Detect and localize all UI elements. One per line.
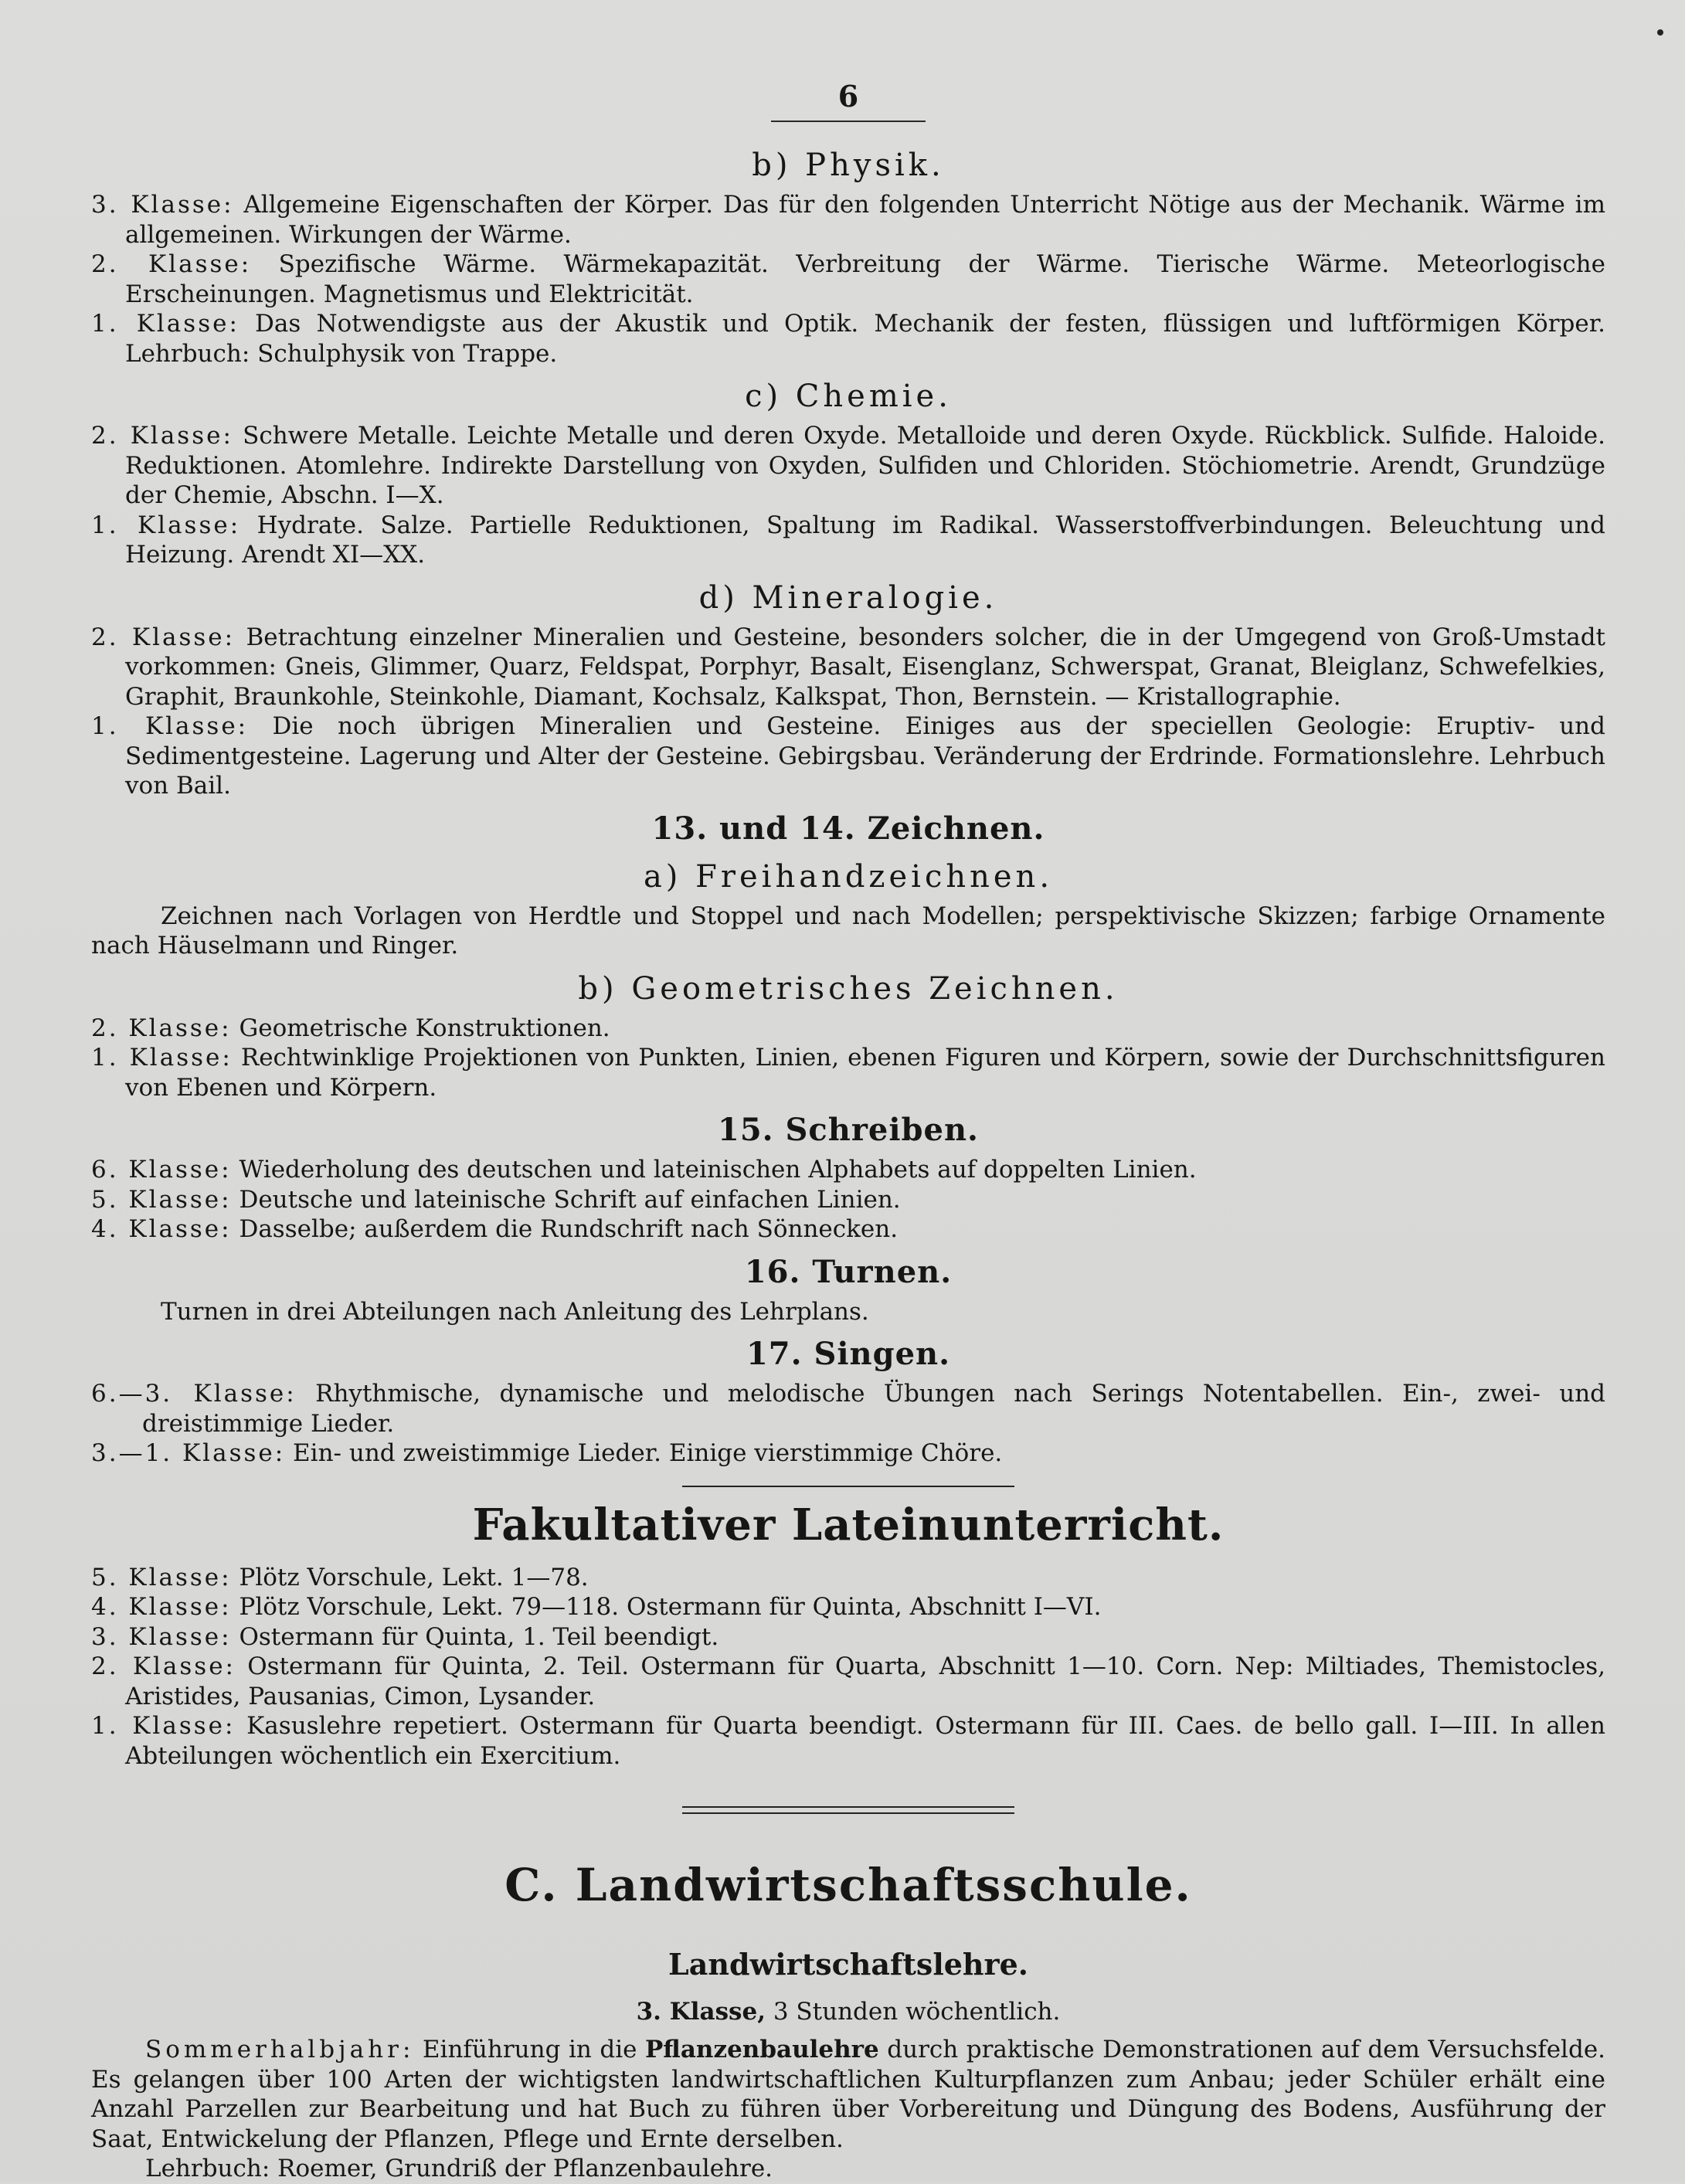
schreiben-heading: 15. Schreiben. — [718, 1112, 979, 1148]
item-text: Kasuslehre repetiert. Ostermann für Quarta beendigt. Ostermann für III. Caes. de bello gall. I—III. In allen Abteilungen wöchentlich ein Exercitium. — [125, 1712, 1605, 1770]
mineralogie-item — [91, 712, 1605, 801]
klasse-label: 1. Klasse: — [91, 310, 240, 338]
item-text: Rhythmische, dynamische und melodische Übungen nach Serings Notentabellen. Ein-, zwei- und dreistimmige Lieder. — [142, 1380, 1605, 1438]
schreiben-item — [91, 1185, 1605, 1215]
klasse-label: 2. Klasse: — [91, 1014, 232, 1042]
item-text: Ein- und zweistimmige Lieder. Einige vierstimmige Chöre. — [293, 1439, 1003, 1467]
item-text: Wiederholung des deutschen und lateinischen Alphabets auf doppelten Linien. — [239, 1156, 1197, 1184]
landwirtschaft-sub-title: Landwirtschaftslehre. — [668, 1947, 1028, 1982]
double-divider — [682, 1806, 1014, 1814]
geometrisch-item — [91, 1043, 1605, 1102]
mineralogie-heading: d) Mineralogie. — [698, 579, 998, 616]
latein-item — [91, 1563, 1605, 1593]
physik-list — [91, 190, 1605, 369]
section-divider — [682, 1486, 1014, 1487]
chemie-list — [91, 421, 1605, 570]
chemie-item — [91, 421, 1605, 511]
sommer-bold-term: Pflanzenbaulehre — [645, 2036, 879, 2063]
item-text: Deutsche und lateinische Schrift auf einfachen Linien. — [239, 1185, 901, 1214]
sommer-text-1: Einführung in die — [422, 2036, 637, 2063]
schreiben-item — [91, 1214, 1605, 1245]
item-text: Das Notwendigste aus der Akustik und Optik. Mechanik der festen, flüssigen und luftförmigen Körper. Lehrbuch: Schulphysik von Trappe. — [125, 310, 1605, 368]
geometrisch-item — [91, 1014, 1605, 1044]
mineralogie-item — [91, 623, 1605, 712]
page-content — [91, 77, 1605, 2184]
mineralogie-list — [91, 623, 1605, 801]
klasse-label: 3. Klasse, — [636, 1998, 766, 2026]
item-text: Spezifische Wärme. Wärmekapazität. Verbreitung der Wärme. Tierische Wärme. Meteorlogische Erscheinungen. Magnetismus und Elektricität. — [125, 250, 1605, 308]
klasse-label: 3.—1. Klasse: — [91, 1439, 286, 1467]
geometrisch-list — [91, 1014, 1605, 1103]
physik-item — [91, 190, 1605, 250]
item-text: Hydrate. Salze. Partielle Reduktionen, Spaltung im Radikal. Wasserstoffverbindungen. Beleuchtung und Heizung. Arendt XI—XX. — [125, 511, 1605, 569]
freihand-text: Zeichnen nach Vorlagen von Herdtle und Stoppel und nach Modellen; perspektivische Skizzen; farbige Ornamente nach Häuselmann und Ringer. — [91, 902, 1605, 960]
stunden-text: 3 Stunden wöchentlich. — [773, 1998, 1061, 2026]
physik-item — [91, 250, 1605, 309]
latein-item — [91, 1652, 1605, 1711]
singen-list — [91, 1379, 1605, 1469]
item-text: Rechtwinklige Projektionen von Punkten, Linien, ebenen Figuren und Körpern, sowie der Durchschnittsfiguren von Ebenen und Körpern. — [125, 1044, 1605, 1102]
item-text: Ostermann für Quinta, 2. Teil. Ostermann für Quarta, Abschnitt 1—10. Corn. Nep: Miltiades, Themistocles, Aristides, Pausanias, Cimon, Lysander. — [125, 1652, 1605, 1710]
latein-heading: Fakultativer Lateinunterricht. — [472, 1499, 1225, 1551]
turnen-text: Turnen in drei Abteilungen nach Anleitung des Lehrplans. — [161, 1297, 869, 1326]
item-text: Plötz Vorschule, Lekt. 1—78. — [239, 1563, 589, 1591]
klasse-label: 4. Klasse: — [91, 1593, 232, 1621]
latein-item — [91, 1622, 1605, 1652]
item-text: Geometrische Konstruktionen. — [239, 1014, 610, 1042]
item-text: Ostermann für Quinta, 1. Teil beendigt. — [239, 1622, 719, 1651]
physik-item — [91, 309, 1605, 369]
sommer-text-2: durch praktische Demonstrationen auf dem Versuchsfelde. Es gelangen über 100 Arten der wichtigsten landwirtschaftlichen Kulturpflanzen zum Anbau; jeder Schüler erhält eine Anzahl Parzellen zur Bearbeitung und hat Buch zu führen über Vorbereitung und Düngung des Bodens, Ausführung der Saat, Entwickelung der Pflanzen, Pflege und Ernte derselben. — [91, 2036, 1606, 2153]
klasse-label: 5. Klasse: — [91, 1185, 232, 1214]
page-number: 6 — [837, 79, 859, 114]
klasse-label: 3. Klasse: — [91, 1622, 232, 1651]
header-rule — [771, 121, 926, 122]
item-text: Dasselbe; außerdem die Rundschrift nach Sönnecken. — [239, 1215, 899, 1243]
klasse-label: 2. Klasse: — [91, 1652, 236, 1680]
klasse-label: 1. Klasse: — [91, 712, 249, 740]
schreiben-item — [91, 1155, 1605, 1185]
print-speck — [1657, 29, 1663, 36]
item-text: Betrachtung einzelner Mineralien und Gesteine, besonders solcher, die in der Umgegend von Groß-Umstadt vorkommen: Gneis, Glimmer, Quarz, Feldspat, Porphyr, Basalt, Eisenglanz, Schwerspat, Granat, Bleiglanz, Schwefelkies, Graphit, Braunkohle, Steinkohle, Diamant, Kochsalz, Kalkspat, Thon, Bernstein. — Kristallographie. — [125, 623, 1605, 711]
item-text: Allgemeine Eigenschaften der Körper. Das für den folgenden Unterricht Nötige aus der Mechanik. Wärme im allgemeinen. Wirkungen der Wärme. — [125, 191, 1605, 249]
klasse-label: 6. Klasse: — [91, 1156, 232, 1184]
chemie-heading: c) Chemie. — [745, 379, 952, 414]
latein-list — [91, 1563, 1605, 1771]
turnen-heading: 16. Turnen. — [744, 1253, 953, 1290]
physik-heading: b) Physik. — [752, 148, 945, 183]
item-text: Die noch übrigen Mineralien und Gesteine. Einiges aus der speciellen Geologie: Eruptiv- und Sedimentgesteine. Lagerung und Alter der Gesteine. Gebirgsbau. Veränderung der Erdrinde. Formationslehre. Lehrbuch von Bail. — [125, 712, 1605, 800]
klasse-label: 4. Klasse: — [91, 1215, 232, 1243]
item-text: Schwere Metalle. Leichte Metalle und deren Oxyde. Metalloide und deren Oxyde. Rückblick. Sulfide. Haloide. Reduktionen. Atomlehre. Indirekte Darstellung von Oxyden, Sulfiden und Chloriden. Stöchiometrie. Arendt, Grundzüge der Chemie, Abschn. I—X. — [125, 422, 1605, 509]
landwirtschaft-part-title: C. Landwirtschaftsschule. — [504, 1859, 1192, 1911]
klasse-label: 3. Klasse: — [91, 191, 234, 219]
singen-item — [91, 1438, 1605, 1469]
klasse-label: 2. Klasse: — [91, 250, 252, 278]
geometrisch-heading: b) Geometrisches Zeichnen. — [578, 970, 1119, 1007]
chemie-item — [91, 511, 1605, 570]
schreiben-list — [91, 1155, 1605, 1245]
latein-item — [91, 1711, 1605, 1771]
klasse-label: 1. Klasse: — [91, 1712, 236, 1740]
klasse-label: 5. Klasse: — [91, 1563, 232, 1591]
klasse-label: 6.—3. Klasse: — [91, 1380, 297, 1408]
freihand-heading: a) Freihandzeichnen. — [643, 858, 1054, 895]
singen-heading: 17. Singen. — [746, 1336, 951, 1372]
klasse-label: 1. Klasse: — [91, 511, 241, 539]
singen-item — [91, 1379, 1605, 1438]
latein-item — [91, 1592, 1605, 1622]
klasse-label: 1. Klasse: — [91, 1044, 233, 1072]
sommer-label: Sommerhalbjahr: — [145, 2036, 415, 2063]
zeichnen-heading: 13. und 14. Zeichnen. — [651, 810, 1045, 847]
klasse-stunden-line — [91, 1995, 1605, 2029]
item-text: Plötz Vorschule, Lekt. 79—118. Ostermann für Quinta, Abschnitt I—VI. — [239, 1593, 1102, 1621]
lehrbuch-line: Lehrbuch: Roemer, Grundriß der Pflanzenbaulehre. — [145, 2155, 773, 2182]
klasse-label: 2. Klasse: — [91, 422, 233, 450]
sommer-paragraph — [91, 2035, 1605, 2154]
klasse-label: 2. Klasse: — [91, 623, 236, 651]
